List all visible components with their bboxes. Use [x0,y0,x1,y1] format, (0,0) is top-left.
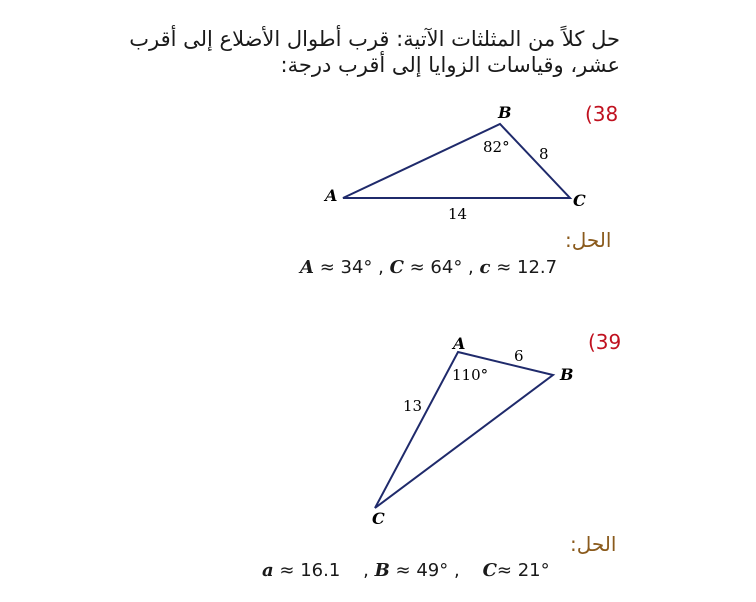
vertex-38-b: B [498,103,512,122]
instructions-line-1: حل كلاً من المثلثات الآتية: قرب أطوال الأضلاع إلى أقرب [129,27,620,51]
answer-38-var-1: A [300,257,314,278]
answer-39-var-3: C [482,560,497,581]
triangle-38 [323,103,586,223]
vertex-39-b: B [560,365,574,384]
solution-39-label: الحل: [570,532,617,556]
answer-38-var-2: C [389,257,404,278]
problem-38-number: (38 [585,102,619,126]
triangle-38-shape [343,124,570,198]
solution-39-answer [262,560,550,581]
answer-38-part-2: ≈ 64° , [403,257,480,278]
vertex-39-c: C [372,509,385,528]
answer-39-part-2: ≈ 49° , [389,560,483,581]
vertex-38-a: A [325,186,338,205]
answer-39-part-1: ≈ 16.1 , [273,560,375,581]
angle-39-a: 110° [452,366,489,384]
side-39-ac: 13 [403,397,423,415]
answer-39-var-1: a [262,560,274,581]
instructions-line-2: عشر، وقياسات الزوايا إلى أقرب درجة: [280,53,620,77]
answer-38-part-3: ≈ 12.7 [490,257,558,278]
answer-38-part-1: ≈ 34° , [313,257,390,278]
angle-38-b: 82° [483,138,510,156]
answer-39-part-3: ≈ 21° [496,560,550,581]
side-38-ac: 14 [448,205,468,223]
solution-38-answer [300,257,557,278]
answer-39-var-2: B [374,560,390,581]
side-39-ab: 6 [514,347,524,365]
triangle-39 [372,334,574,528]
answer-38-var-3: c [479,257,491,278]
side-38-bc: 8 [539,145,549,163]
problem-39-number: (39 [588,330,622,354]
solution-38-label: الحل: [565,228,612,252]
vertex-38-c: C [573,191,586,210]
vertex-39-a: A [453,334,466,353]
